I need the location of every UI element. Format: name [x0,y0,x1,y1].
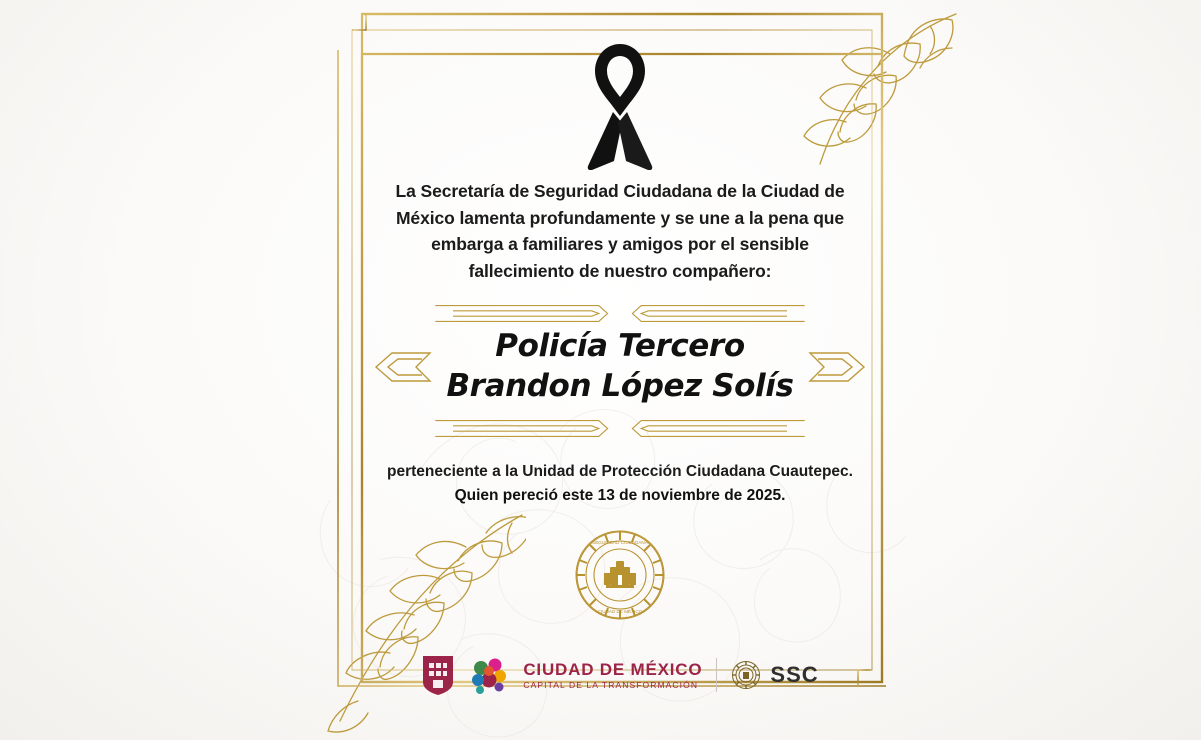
chevron-right-ornament [808,349,868,385]
ssc-wordmark [731,660,818,690]
cdmx-flower-icon [469,654,509,696]
footer-divider [716,658,717,692]
seal-ring-top-text: SEGURIDAD CIUDADANA [592,540,648,545]
ornament-divider-bottom [410,417,830,440]
cdmx-crest-icon [421,654,455,696]
lament-paragraph: La Secretaría de Seguridad Ciudadana de la Ciudad de México lamenta profundamente y se une a la pena que embarga a familiares y amigos por el sensible fallecimiento de nuestro compañero: [395,181,845,281]
ornament-divider-top [410,302,830,325]
poster-content [350,24,890,696]
ssc-small-seal-icon [731,660,761,690]
person-name-text: Brandon López Solís [446,368,794,405]
ssc-label: SSC [770,662,819,687]
seal-ring-bottom-text: CIUDAD DE MÉXICO [597,609,643,614]
cdmx-title: CIUDAD DE MÉXICO [523,659,703,679]
mourning-ribbon [574,42,666,170]
deceased-name-block [350,327,890,406]
cdmx-wordmark [523,661,702,690]
unit-text: perteneciente a la Unidad de Protección Ciudadana Cuautepec. [387,462,853,480]
rank-text: Policía Tercero [495,328,745,365]
footer-logo-strip [421,654,818,696]
chevron-left-ornament [372,349,432,385]
cdmx-subtitle: CAPITAL DE LA TRANSFORMACIÓN [523,679,699,690]
ssc-seal [572,527,668,628]
date-text: Quien pereció este 13 de noviembre de 2025. [454,487,786,504]
